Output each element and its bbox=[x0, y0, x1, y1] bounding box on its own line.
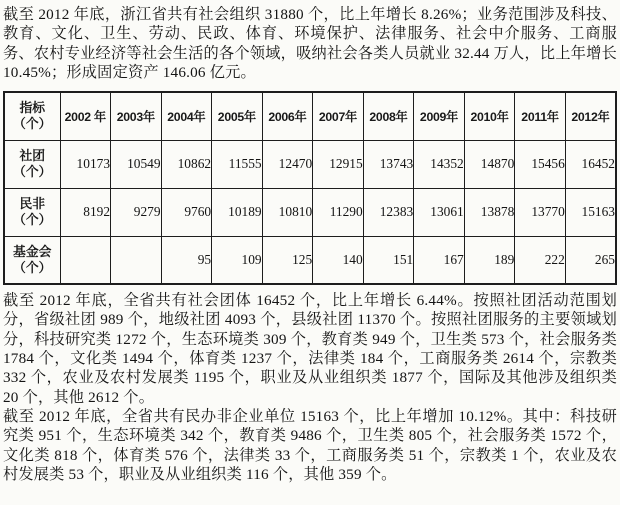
table-cell: 15456 bbox=[515, 140, 566, 188]
table-row-jijinhui bbox=[4, 236, 616, 284]
table-cell: 109 bbox=[212, 236, 263, 284]
table-row-minfei bbox=[4, 188, 616, 236]
row-label-cell bbox=[4, 140, 60, 188]
year-header-cell: 2007年 bbox=[313, 92, 364, 140]
table-cell: 13061 bbox=[414, 188, 465, 236]
table-cell: 222 bbox=[515, 236, 566, 284]
year-header-cell: 2009年 bbox=[414, 92, 465, 140]
table-cell: 140 bbox=[313, 236, 364, 284]
year-header-cell: 2008年 bbox=[363, 92, 414, 140]
table-cell: 10810 bbox=[262, 188, 313, 236]
table-cell: 151 bbox=[363, 236, 414, 284]
table-cell: 189 bbox=[464, 236, 515, 284]
table-cell: 167 bbox=[414, 236, 465, 284]
indicator-header-cell bbox=[4, 92, 60, 140]
row-label: 基金会 bbox=[13, 244, 52, 259]
row-unit: （个） bbox=[13, 213, 52, 228]
table-cell: 125 bbox=[262, 236, 313, 284]
table-cell: 12470 bbox=[262, 140, 313, 188]
table-cell: 10862 bbox=[161, 140, 212, 188]
table-cell: 11290 bbox=[313, 188, 364, 236]
year-header-cell: 2006年 bbox=[262, 92, 313, 140]
table-cell: 16452 bbox=[565, 140, 616, 188]
table-cell: 12915 bbox=[313, 140, 364, 188]
year-header-cell: 2010年 bbox=[464, 92, 515, 140]
table-cell bbox=[60, 236, 111, 284]
row-label-cell bbox=[4, 236, 60, 284]
table-cell: 14352 bbox=[414, 140, 465, 188]
indicator-header-unit: （个） bbox=[13, 117, 52, 132]
table-cell: 13770 bbox=[515, 188, 566, 236]
row-label-cell bbox=[4, 188, 60, 236]
table-cell: 10189 bbox=[212, 188, 263, 236]
year-header-cell: 2003年 bbox=[111, 92, 162, 140]
year-header-cell: 2012年 bbox=[565, 92, 616, 140]
year-header-cell: 2005年 bbox=[212, 92, 263, 140]
table-cell: 11555 bbox=[212, 140, 263, 188]
table-cell: 10549 bbox=[111, 140, 162, 188]
private-nonenterprise-paragraph: 截至 2012 年底，全省共有民办非企业单位 15163 个，比上年增加 10.12%。其中：科技研究类 951 个，生态环境类 342 个，教育类 9486 个，卫生类 805 个，社会服务类 1572 个，文化类 818 个，体育类 576 个，法律类 33 个，工商服务类 51 个，宗教类 1 个，农业及农村发展类 53 个，职业及从业组织类 116 个，其他 359 个。 bbox=[3, 407, 617, 483]
table-cell: 95 bbox=[161, 236, 212, 284]
table-cell: 8192 bbox=[60, 188, 111, 236]
table-cell: 9279 bbox=[111, 188, 162, 236]
table-cell: 13878 bbox=[464, 188, 515, 236]
year-header-cell: 2011年 bbox=[515, 92, 566, 140]
row-unit: （个） bbox=[13, 260, 52, 275]
social-organizations-table bbox=[3, 91, 617, 285]
table-cell: 13743 bbox=[363, 140, 414, 188]
year-header-cell: 2002 年 bbox=[60, 92, 111, 140]
row-unit: （个） bbox=[13, 165, 52, 180]
society-groups-paragraph: 截至 2012 年底，全省共有社会团体 16452 个，比上年增长 6.44%。按照社团活动范围划分，省级社团 989 个，地级社团 4093 个，县级社团 11370 个。按照社团服务的主要领域划分，科技研究类 1272 个，生态环境类 309 个，教育类 949 个，卫生类 573 个，社会服务类 1784 个，文化类 1494 个，体育类 1237 个，法律类 184 个，工商服务类 2614 个，宗教类 332 个，农业及农村发展类 1195 个，职业及从业组织类 1877 个，国际及其他涉及组织类 20 个，其他 2612 个。 bbox=[3, 292, 617, 406]
table-row-shetuan bbox=[4, 140, 616, 188]
table-cell: 12383 bbox=[363, 188, 414, 236]
indicator-header-label: 指标 bbox=[19, 101, 46, 116]
table-cell: 265 bbox=[565, 236, 616, 284]
intro-paragraph: 截至 2012 年底，浙江省共有社会组织 31880 个，比上年增长 8.26%；业务范围涉及科技、教育、文化、卫生、劳动、民政、体育、环境保护、法律服务、社会中介服务、工商服务、农村专业经济等社会生活的各个领域，吸纳社会各类人员就业 32.44 万人，比上年增长 10.45%；形成固定资产 146.06 亿元。 bbox=[3, 6, 617, 81]
table-header-row bbox=[4, 92, 616, 140]
table-cell: 15163 bbox=[565, 188, 616, 236]
year-header-cell: 2004年 bbox=[161, 92, 212, 140]
table-cell: 14870 bbox=[464, 140, 515, 188]
table-cell bbox=[111, 236, 162, 284]
table-cell: 10173 bbox=[60, 140, 111, 188]
row-label: 民非 bbox=[19, 197, 46, 212]
table-cell: 9760 bbox=[161, 188, 212, 236]
row-label: 社团 bbox=[19, 149, 46, 164]
